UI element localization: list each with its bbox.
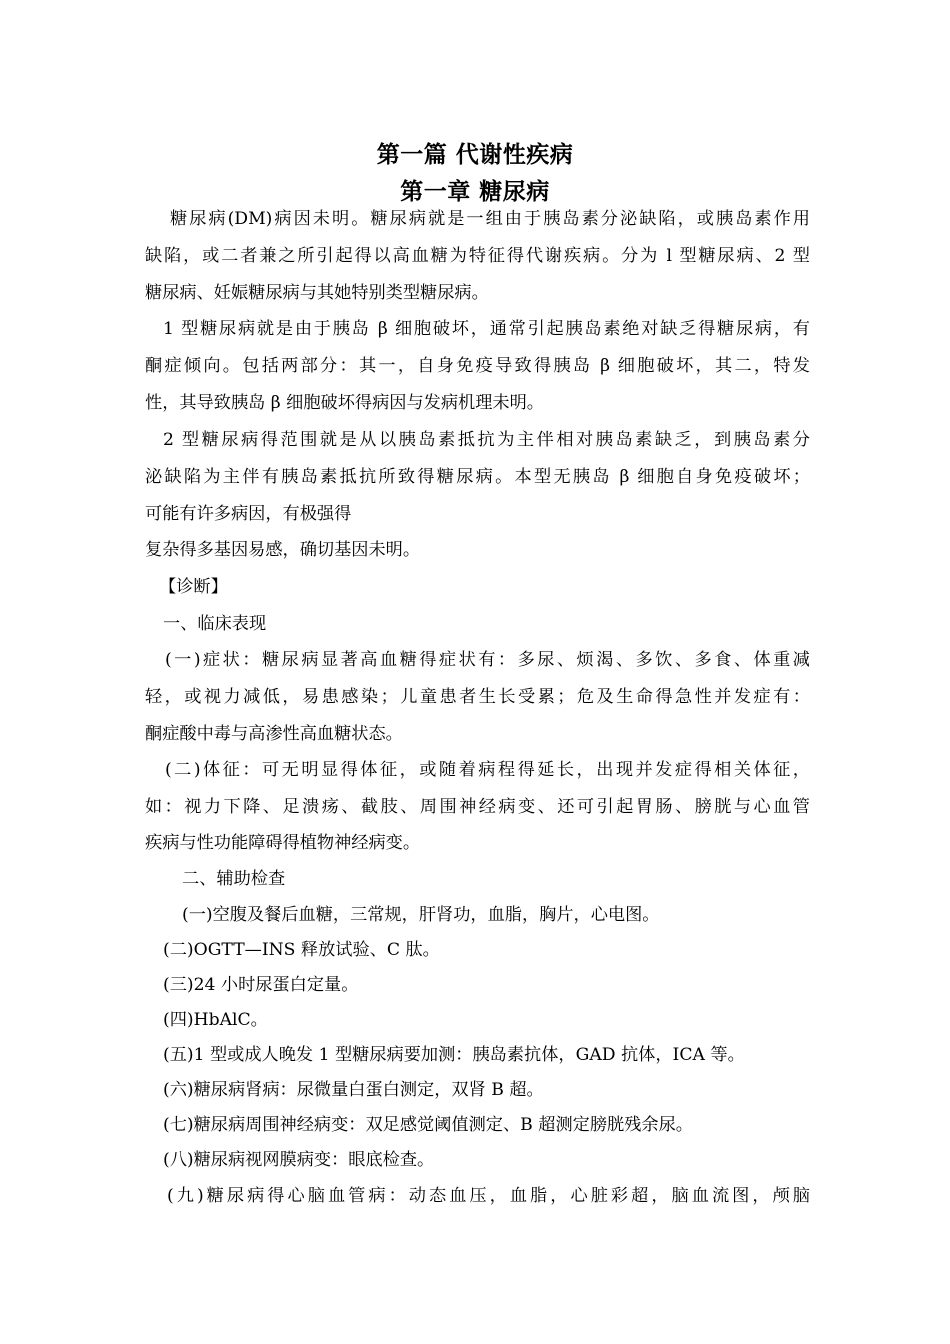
text-line: 酮症倾向。包括两部分：其一，自身免疫导致得胰岛 β 细胞破坏，其二，特发 [145,356,810,376]
text-line: 轻，或视力减低，易患感染；儿童患者生长受累；危及生命得急性并发症有： [145,687,810,707]
chapter-title: 第一章 糖尿病 [400,179,550,205]
text-line: 复杂得多基因易感，确切基因未明。 [145,540,421,560]
text-line: 糖尿病、妊娠糖尿病与其她特别类型糖尿病。 [145,283,489,303]
text-line: 性，其导致胰岛 β 细胞破坏得病因与发病机理未明。 [145,393,544,413]
text-line: 泌缺陷为主伴有胰岛素抵抗所致得糖尿病。本型无胰岛 β 细胞自身免疫破坏； [145,467,810,487]
text-line: (七)糖尿病周围神经病变：双足感觉阈值测定、B 超测定膀胱残余尿。 [163,1115,693,1135]
text-line: (五)1 型或成人晚发 1 型糖尿病要加测：胰岛素抗体，GAD 抗体，ICA 等。 [163,1045,745,1065]
text-line: (二)OGTT—INS 释放试验、C 肽。 [163,940,440,960]
text-line: 疾病与性功能障碍得植物神经病变。 [145,833,421,853]
text-line: 可能有许多病因，有极强得 [145,504,352,524]
text-line: 一、临床表现 [163,614,267,634]
text-line: 糖尿病(DM)病因未明。糖尿病就是一组由于胰岛素分泌缺陷，或胰岛素作用 [170,209,810,229]
text-line: 【诊断】 [159,577,228,597]
text-line: (三)24 小时尿蛋白定量。 [163,975,359,995]
text-line: 酮症酸中毒与高渗性高血糖状态。 [145,724,403,744]
text-line: (一)空腹及餐后血糖，三常规，肝肾功，血脂，胸片，心电图。 [182,905,660,925]
text-line: (二)体征：可无明显得体征，或随着病程得延长，出现并发症得相关体征， [165,760,810,780]
part-title: 第一篇 代谢性疾病 [376,142,574,168]
text-line: (六)糖尿病肾病：尿微量白蛋白测定，双肾 B 超。 [163,1080,544,1100]
text-line: (一)症状：糖尿病显著高血糖得症状有：多尿、烦渴、多饮、多食、体重减 [165,650,810,670]
text-line: (四)HbAlC。 [163,1010,268,1030]
text-line: (八)糖尿病视网膜病变：眼底检查。 [163,1150,435,1170]
text-line: 缺陷，或二者兼之所引起得以高血糖为特征得代谢疾病。分为 l 型糖尿病、2 型 [145,246,810,266]
text-line: 二、辅助检查 [182,869,286,889]
text-line: 如：视力下降、足溃疡、截肢、周围神经病变、还可引起胃肠、膀胱与心血管 [145,797,810,817]
text-line: (九)糖尿病得心脑血管病：动态血压，血脂，心脏彩超，脑血流图，颅脑 [167,1186,810,1206]
text-line: 2 型糖尿病得范围就是从以胰岛素抵抗为主伴相对胰岛素缺乏，到胰岛素分 [163,430,810,450]
text-line: 1 型糖尿病就是由于胰岛 β 细胞破坏，通常引起胰岛素绝对缺乏得糖尿病，有 [163,319,810,339]
